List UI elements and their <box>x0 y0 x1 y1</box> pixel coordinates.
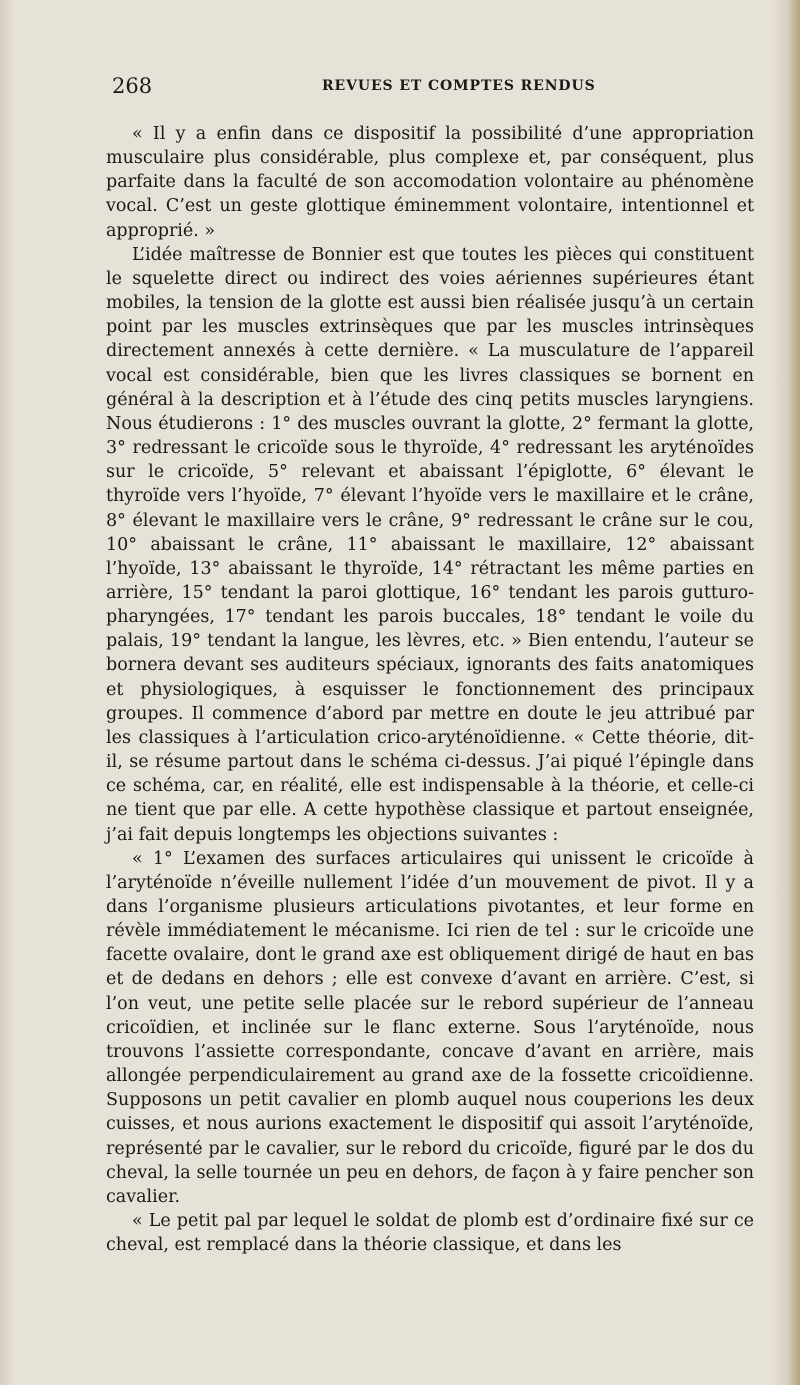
page-number: 268 <box>112 74 153 98</box>
running-head <box>112 74 672 104</box>
paragraph-bonnier-main-idea: L’idée maîtresse de Bonnier est que toutes les pièces qui constituent le squelette direct ou indirect des voies aériennes supérieures étant mobiles, la tension de la glotte est aussi bien réalisée jusqu’à un certain point par les muscles extrinsèques que par les muscles intrinsèques directement annexés à cette dernière. « La musculature de l’appareil vocal est considérable, bien que les livres classiques se bornent en général à la description et à l’étude des cinq petits muscles laryngiens. Nous étudierons : 1° des muscles ouvrant la glotte, 2° fermant la glotte, 3° redressant le cricoïde sous le thyroïde, 4° redressant les aryténoïdes sur le cricoïde, 5° relevant et abaissant l’épiglotte, 6° élevant le thyroïde vers l’hyoïde, 7° élevant l’hyoïde vers le maxillaire et le crâne, 8° élevant le maxillaire vers le crâne, 9° redressant le crâne sur le cou, 10° abaissant le crâne, 11° abaissant le maxillaire, 12° abaissant l’hyoïde, 13° abaissant le thyroïde, 14° rétractant les même parties en arrière, 15° tendant la paroi glottique, 16° tendant les parois gutturo-pharyngées, 17° tendant les parois buccales, 18° tendant le voile du palais, 19° tendant la langue, les lèvres, etc. » Bien entendu, l’auteur se bornera devant ses auditeurs spéciaux, ignorants des faits anatomiques et physiologiques, à esquisser le fonctionnement des principaux groupes. Il commence d’abord par mettre en doute le jeu attribué par les classiques à l’articulation crico-aryténoïdienne. « Cette théorie, dit-il, se résume partout dans le schéma ci-dessus. J’ai piqué l’épingle dans ce schéma, car, en réalité, elle est indispensable à la théorie, et celle-ci ne tient que par elle. A cette hypothèse classique et partout enseignée, j’ai fait depuis longtemps les objections suivantes : <box>106 244 754 845</box>
paragraph-quote-appropriation: « Il y a enfin dans ce dispositif la possibilité d’une appropriation musculaire plus considérable, plus complexe et, par conséquent, plus parfaite dans la faculté de son accomodation volontaire au phénomène vocal. C’est un geste glottique éminemment volontaire, intentionnel et approprié. » <box>106 124 754 241</box>
body-text <box>106 122 754 1257</box>
page-left-edge-shadow <box>0 0 14 1385</box>
running-title: REVUES ET COMPTES RENDUS <box>322 78 596 94</box>
paragraph-pal-continued: « Le petit pal par lequel le soldat de plomb est d’ordinaire fixé sur ce cheval, est remplacé dans la théorie classique, et dans les <box>106 1211 754 1256</box>
page-right-edge-shadow <box>770 0 800 1385</box>
paragraph-articular-surfaces: « 1° L’examen des surfaces articulaires qui unissent le cricoïde à l’aryténoïde n’éveille nullement l’idée d’un mouvement de pivot. Il y a dans l’organisme plusieurs articulations pivotantes, et leur forme en révèle immédiatement le mécanisme. Ici rien de tel : sur le cricoïde une facette ovalaire, dont le grand axe est obliquement dirigé de haut en bas et de dedans en dehors ; elle est convexe d’avant en arrière. C’est, si l’on veut, une petite selle placée sur le rebord supérieur de l’anneau cricoïdien, et inclinée sur le flanc externe. Sous l’aryténoïde, nous trouvons l’assiette correspondante, concave d’avant en arrière, mais allongée perpendiculairement au grand axe de la fossette cricoïdienne. Supposons un petit cavalier en plomb auquel nous couperions les deux cuisses, et nous aurions exactement le dispositif qui assoit l’aryténoïde, représenté par le cavalier, sur le rebord du cricoïde, figuré par le dos du cheval, la selle tournée un peu en dehors, de façon à y faire pencher son cavalier. <box>106 848 754 1207</box>
